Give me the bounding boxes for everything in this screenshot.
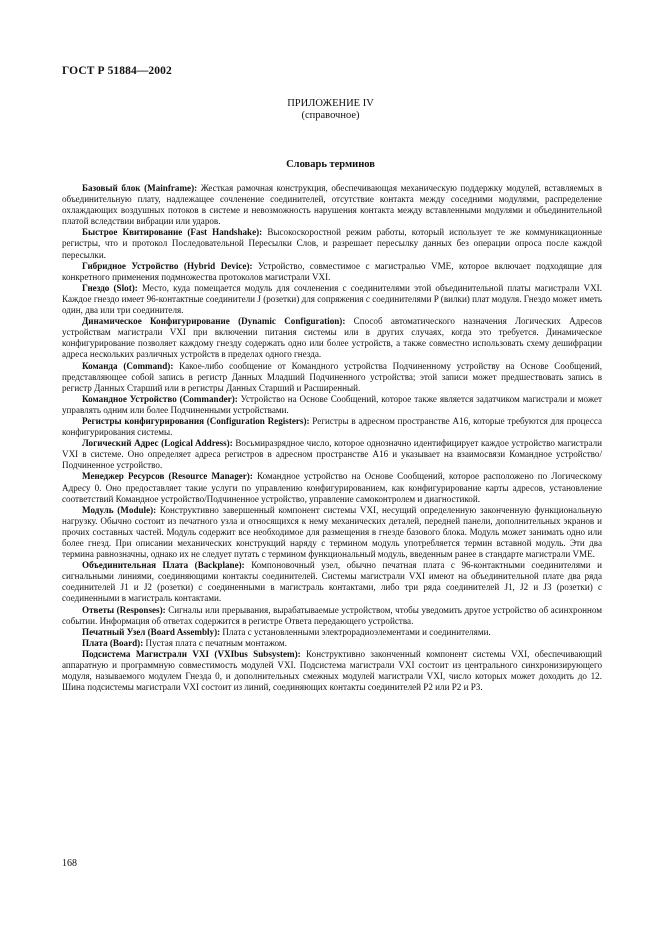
- glossary-entry: [62, 627, 602, 638]
- entry-term: Ответы (Responses):: [82, 604, 166, 615]
- glossary-entry: [62, 316, 602, 360]
- entry-term: Регистры конфигурирования (Configuration Registers):: [82, 415, 310, 426]
- entry-term: Менеджер Ресурсов (Resource Manager):: [82, 471, 253, 482]
- entry-definition: Высокоскоростной режим работы, который использует те же коммуникационные регистры, что и протокол Последовательной Пересылки Слов, и разрешает пересылку данных без операции опроса после каждой пересылки.: [62, 227, 603, 260]
- glossary-entry: [62, 605, 602, 627]
- entry-definition: Конструктивно завершенный компонент системы VXI, несущий определенную законченную функциональную нагрузку. Обычно состоит из печатного узла и относящихся к нему механических деталей, передней панели, дополнительных экранов и прочих составных частей. Модуль содержит все необходимое для размещения в гнезде базового блока. Модуль может занимать одно или более гнезд. При описании механических конструкций наряду с термином модуль употребляется термин вставной модуль. Эти два термина равнозначны, однако их не следует путать с термином функциональный модуль, введенным ранее в стандарте магистрали VME.: [62, 504, 603, 560]
- entry-definition: Устройство, совместимое с магистралью VME, которое включает подходящие для конкретного применения подмножества протоколов магистрали VXI.: [62, 260, 602, 282]
- entry-definition: Жесткая рамочная конструкция, обеспечивающая механическую поддержку модулей, вставляемых в объединительную плату, надлежащее сочленение соединителей, отсутствие контакта между соседними модулями, распределение охлаждающих воздушных потоков в системе и невозможность нарушения контакта между вставленными модулями и объединительной платой вследствии вибрации или ударов.: [62, 183, 602, 227]
- entry-term: Динамическое Конфигурирование (Dynamic Configuration):: [82, 316, 346, 327]
- entry-definition: Регистры в адресном пространстве А16, которые требуются для процесса конфигурирования системы.: [62, 415, 603, 438]
- glossary-entry: [62, 394, 602, 416]
- page-number: 168: [62, 858, 77, 869]
- entry-term: Быстрое Квитирование (Fast Handshake):: [82, 227, 263, 238]
- entry-definition: Устройство на Основе Сообщений, которое также является задатчиком магистрали и может управлять одним или более Подчиненными устройствами.: [62, 393, 602, 415]
- entry-definition: Место, куда помещается модуль для сочленения с соединителями этой объединительной платы магистрали VXI. Каждое гнездо имеет 96-контактные соединители J (розетки) для сопряжения с соединителями P (вилки) плат модуля. Гнездо может иметь один, два или три соединителя.: [62, 282, 602, 316]
- glossary-entry: [62, 261, 602, 283]
- glossary-title: Словарь терминов: [286, 159, 375, 170]
- entry-term: Плата (Board):: [82, 637, 144, 648]
- entry-definition: Конструктивно законченный компонент системы VXI, обеспечивающий аппаратную и программную совместимость модулей VXI. Подсистема магистрали VXI состоит из центрального синхронизирующего модуля, называемого модулем Гнезда 0, и дополнительных смежных модулей магистрали VXI, число которых может доходить до 12. Шина подсистемы магистрали VXI состоит из линий, соединяющих контакты соединителей P2 или P2 и P3.: [62, 648, 602, 693]
- glossary-entry: [62, 283, 602, 316]
- entry-definition: Восьмиразрядное число, которое однозначно идентифицирует каждое устройство магистрали VXI в системе. Оно определяет адреса регистров в адресном пространстве А16 и указывает на взаимосвязи Командное устройство/Подчиненное устройство.: [62, 438, 603, 471]
- entry-term: Логический Адрес (Logical Address):: [82, 438, 233, 449]
- entry-term: Подсистема Магистрали VXI (VXIbus Subsystem):: [82, 648, 301, 659]
- glossary-entry: [62, 361, 602, 394]
- entry-term: Модуль (Module):: [82, 504, 157, 515]
- entry-term: Гибридное Устройство (Hybrid Device):: [82, 260, 253, 271]
- entry-term: Командное Устройство (Commander):: [82, 393, 238, 404]
- glossary-entry: [62, 638, 602, 649]
- entry-definition: Способ автоматического назначения Логических Адресов устройствам магистрали VXI при включении питания системы или в других случаях, когда это требуется. Динамическое конфигурирование позволяет каждому гнезду содержать одно или более устройств, а также совместно использовать схему дешифрации адреса нескольких различных устройств в пределах одного гнезда.: [62, 316, 602, 360]
- glossary-entry: [62, 438, 602, 471]
- glossary-entry: [62, 416, 602, 438]
- appendix-title: ПРИЛОЖЕНИЕ IV: [287, 98, 374, 109]
- entry-term: Базовый блок (Mainframe):: [82, 183, 198, 193]
- glossary-entry: [62, 471, 602, 504]
- entry-term: Гнездо (Slot):: [82, 282, 138, 293]
- entry-definition: Какое-либо сообщение от Командного устройства Подчиненному устройству на Основе Сообщений, представляющее собой запись в регистр Данных Младший Подчиненного устройства; этой записи может предшествовать запись в регистр Данных Старший или в регистры Данных Старший и Расширенный.: [62, 360, 602, 393]
- glossary-entry: [62, 227, 602, 260]
- entry-definition: Компоновочный узел, обычно печатная плата с 96-контактными соединителями и сигнальными линиями, соединяющими контакты соединителей. Системы магистрали VXI имеют на объединительной плате два ряда соединителей J1 и J2 (розетки) с соединенными в магистраль контактами, либо три ряда соединителей J1, J2 и J3 (розетки) с соединенными в магистраль контактами.: [62, 560, 602, 604]
- document-header: ГОСТ Р 51884—2002: [62, 65, 172, 77]
- glossary-entry: [62, 649, 602, 693]
- entry-definition: Пустая плата с печатным монтажом.: [143, 637, 287, 648]
- appendix-heading: [0, 98, 661, 122]
- glossary-entry: [62, 183, 602, 227]
- entry-definition: Сигналы или прерывания, вырабатываемые устройством, чтобы уведомить другое устройство об асинхронном событии. Информация об ответах содержится в регистре Ответа передающего устройства.: [62, 604, 602, 626]
- entry-term: Команда (Command):: [82, 360, 174, 371]
- entry-term: Объединительная Плата (Backplane):: [82, 560, 245, 571]
- entry-definition: Командное устройство на Основе Сообщений, которое расположено по Логическому Адресу 0. Оно предоставляет такие услуги по управлению конфигурированием, как конфигурирование карты адресов, установление соответствий Командное устройство/Подчиненное устройство, управление самоконтролем и диагностикой.: [62, 471, 602, 504]
- glossary-entry: [62, 560, 602, 604]
- entry-definition: Плата с установленными электрорадиоэлементами и соединителями.: [220, 626, 491, 637]
- appendix-subtitle: (справочное): [301, 110, 360, 121]
- entry-term: Печатный Узел (Board Assembly):: [82, 626, 221, 637]
- glossary-entry: [62, 505, 602, 560]
- glossary-body: [62, 183, 602, 693]
